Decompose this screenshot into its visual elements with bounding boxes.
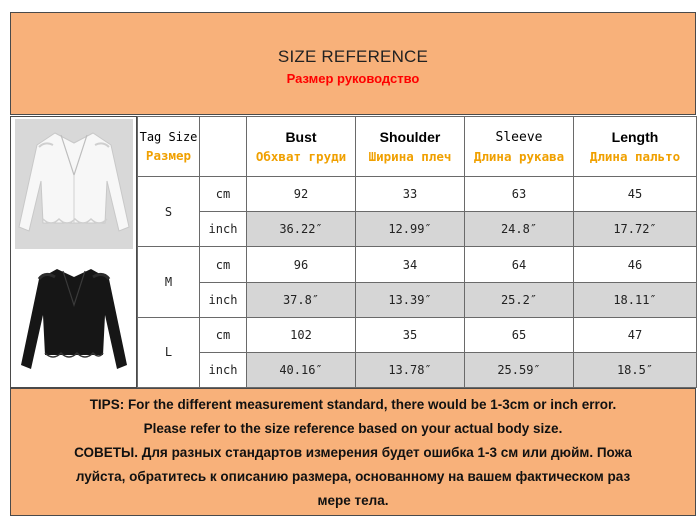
- bust-label-ru: Обхват груди: [255, 149, 347, 165]
- sleeve-value: 25.2″: [465, 282, 574, 317]
- tips-line-ru-2: луйста, обратитесь к описанию размера, основанному на вашем фактическом раз: [75, 469, 631, 484]
- size-reference-header: [10, 12, 696, 115]
- unit-cell: inch: [200, 352, 247, 387]
- length-header: [574, 117, 697, 177]
- shoulder-value: 12.99″: [356, 212, 465, 247]
- tag-size-header: [138, 117, 200, 177]
- black-blouse-image: [15, 255, 133, 383]
- tag-size-label: Tag Size: [139, 130, 198, 145]
- length-label-ru: Длина пальто: [589, 149, 681, 165]
- tips-box: [10, 388, 696, 516]
- sleeve-label-ru: Длина рукава: [473, 148, 565, 164]
- shoulder-value: 13.78″: [356, 352, 465, 387]
- unit-cell: cm: [200, 247, 247, 282]
- bust-value: 36.22″: [247, 212, 356, 247]
- sleeve-value: 64: [465, 247, 574, 282]
- table-row: [138, 212, 697, 247]
- tips-line-en-2: Please refer to the size reference based on your actual body size.: [143, 421, 563, 436]
- tips-line-ru-1: СОВЕТЫ. Для разных стандартов измерения будет ошибка 1-3 см или дюйм. Пожа: [74, 445, 632, 460]
- tag-size-label-ru: Размер: [145, 148, 192, 164]
- unit-cell: inch: [200, 282, 247, 317]
- shoulder-label-ru: Ширина плеч: [368, 149, 452, 165]
- tips-line-ru-3: мере тела.: [317, 493, 389, 508]
- page-title: SIZE REFERENCE: [277, 47, 429, 66]
- table-row: [138, 247, 697, 282]
- unit-header: [200, 117, 247, 177]
- bust-header: [247, 117, 356, 177]
- length-value: 18.5″: [574, 352, 697, 387]
- black-blouse-photo: [15, 255, 133, 383]
- shoulder-value: 33: [356, 177, 465, 212]
- shoulder-label: Shoulder: [379, 129, 441, 146]
- shoulder-value: 35: [356, 317, 465, 352]
- size-l-cell: L: [138, 317, 200, 387]
- sleeve-header: [465, 117, 574, 177]
- shoulder-value: 34: [356, 247, 465, 282]
- unit-cell: inch: [200, 212, 247, 247]
- bust-value: 37.8″: [247, 282, 356, 317]
- table-header-row: [138, 117, 697, 177]
- unit-cell: cm: [200, 317, 247, 352]
- size-table: [137, 116, 697, 388]
- sleeve-value: 63: [465, 177, 574, 212]
- table-row: [138, 282, 697, 317]
- table-row: [138, 352, 697, 387]
- white-blouse-image: [15, 119, 133, 249]
- length-value: 46: [574, 247, 697, 282]
- unit-cell: cm: [200, 177, 247, 212]
- bust-value: 96: [247, 247, 356, 282]
- sleeve-label: Sleeve: [495, 129, 543, 145]
- length-value: 18.11″: [574, 282, 697, 317]
- length-label: Length: [611, 129, 659, 146]
- length-value: 45: [574, 177, 697, 212]
- sleeve-value: 65: [465, 317, 574, 352]
- bust-value: 92: [247, 177, 356, 212]
- length-value: 17.72″: [574, 212, 697, 247]
- sleeve-value: 24.8″: [465, 212, 574, 247]
- product-photos: [10, 116, 137, 388]
- bust-label: Bust: [285, 129, 317, 146]
- sleeve-value: 25.59″: [465, 352, 574, 387]
- shoulder-value: 13.39″: [356, 282, 465, 317]
- table-row: [138, 177, 697, 212]
- bust-value: 40.16″: [247, 352, 356, 387]
- bust-value: 102: [247, 317, 356, 352]
- page-subtitle: Размер руководство: [286, 71, 420, 86]
- length-value: 47: [574, 317, 697, 352]
- tips-line-en-1: TIPS: For the different measurement standard, there would be 1-3cm or inch error.: [89, 397, 617, 412]
- size-m-cell: M: [138, 247, 200, 317]
- white-blouse-photo: [15, 119, 133, 249]
- shoulder-header: [356, 117, 465, 177]
- table-row: [138, 317, 697, 352]
- size-s-cell: S: [138, 177, 200, 247]
